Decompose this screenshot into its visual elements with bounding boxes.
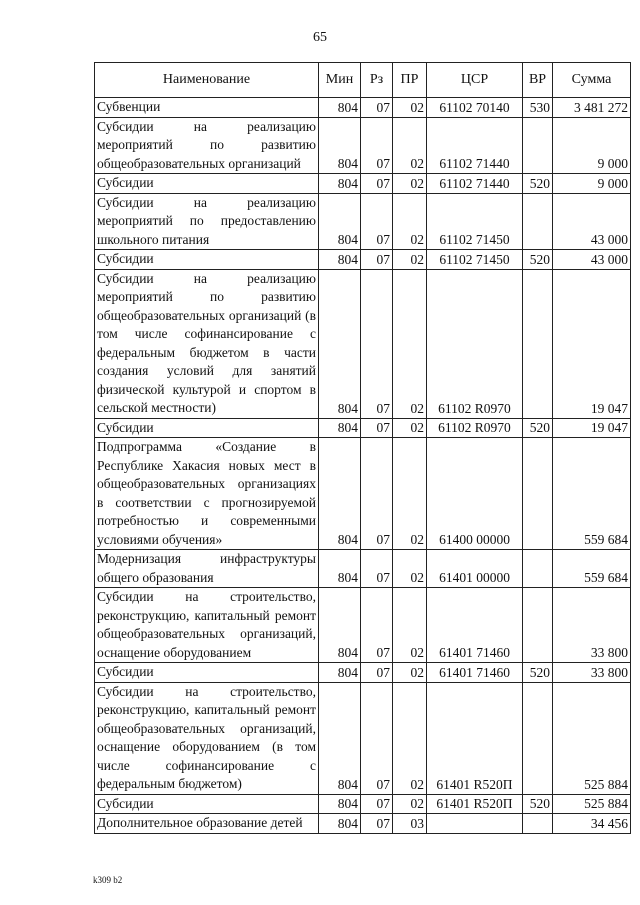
row-name: Субсидии на реализацию мероприятий по развитию общеобразовательных организаций (в том числе софинансирование с федеральным бюджетом в части создания условий для занятий физической культурой и спортом в сельской местности): [95, 269, 319, 418]
table-row: [95, 418, 631, 438]
row-min: 804: [319, 418, 361, 438]
row-csr: 61102 R0970: [427, 269, 523, 418]
row-vr: [523, 550, 553, 588]
row-pr: 02: [393, 250, 427, 270]
row-rz: 07: [361, 117, 393, 174]
row-name: Дополнительное образование детей: [95, 814, 319, 834]
row-pr: 02: [393, 117, 427, 174]
row-csr: 61401 00000: [427, 550, 523, 588]
column-header-rz: Рз: [361, 63, 393, 98]
row-csr: 61102 70140: [427, 98, 523, 118]
row-sum: 33 800: [553, 663, 631, 683]
row-sum: 525 884: [553, 682, 631, 794]
row-csr: [427, 814, 523, 834]
row-sum: 33 800: [553, 588, 631, 663]
row-pr: 02: [393, 794, 427, 814]
row-sum: 559 684: [553, 438, 631, 550]
row-sum: 3 481 272: [553, 98, 631, 118]
row-pr: 02: [393, 663, 427, 683]
row-min: 804: [319, 250, 361, 270]
row-csr: 61400 00000: [427, 438, 523, 550]
row-csr: 61401 R520П: [427, 682, 523, 794]
row-rz: 07: [361, 98, 393, 118]
table-row: [95, 794, 631, 814]
row-pr: 02: [393, 588, 427, 663]
row-csr: 61401 71460: [427, 663, 523, 683]
row-sum: 34 456: [553, 814, 631, 834]
row-name: Модернизация инфраструктуры общего образования: [95, 550, 319, 588]
column-header-min: Мин: [319, 63, 361, 98]
row-rz: 07: [361, 174, 393, 194]
row-name: Субсидии на реализацию мероприятий по развитию общеобразовательных организаций: [95, 117, 319, 174]
row-name: Субсидии: [95, 418, 319, 438]
column-header-vr: ВР: [523, 63, 553, 98]
row-sum: 19 047: [553, 269, 631, 418]
table-row: [95, 269, 631, 418]
row-pr: 02: [393, 550, 427, 588]
table-row: [95, 117, 631, 174]
column-header-sum: Сумма: [553, 63, 631, 98]
column-header-name: Наименование: [95, 63, 319, 98]
row-min: 804: [319, 663, 361, 683]
row-sum: 43 000: [553, 193, 631, 250]
row-name: Субсидии: [95, 663, 319, 683]
row-pr: 02: [393, 418, 427, 438]
row-csr: 61102 71450: [427, 193, 523, 250]
row-sum: 9 000: [553, 174, 631, 194]
row-vr: [523, 193, 553, 250]
row-vr: 530: [523, 98, 553, 118]
row-csr: 61102 71440: [427, 174, 523, 194]
row-csr: 61401 71460: [427, 588, 523, 663]
row-rz: 07: [361, 682, 393, 794]
row-rz: 07: [361, 269, 393, 418]
row-rz: 07: [361, 418, 393, 438]
row-rz: 07: [361, 588, 393, 663]
row-name: Субсидии: [95, 174, 319, 194]
row-sum: 9 000: [553, 117, 631, 174]
row-vr: 520: [523, 250, 553, 270]
table-row: [95, 98, 631, 118]
row-rz: 07: [361, 550, 393, 588]
row-vr: 520: [523, 663, 553, 683]
row-min: 804: [319, 98, 361, 118]
row-sum: 559 684: [553, 550, 631, 588]
row-csr: 61102 71450: [427, 250, 523, 270]
row-vr: [523, 269, 553, 418]
row-min: 804: [319, 193, 361, 250]
table-row: [95, 250, 631, 270]
row-pr: 02: [393, 682, 427, 794]
row-name: Субвенции: [95, 98, 319, 118]
column-header-csr: ЦСР: [427, 63, 523, 98]
page-number: 65: [313, 30, 327, 45]
row-csr: 61102 R0970: [427, 418, 523, 438]
row-csr: 61401 R520П: [427, 794, 523, 814]
row-vr: [523, 438, 553, 550]
row-sum: 43 000: [553, 250, 631, 270]
table-row: [95, 438, 631, 550]
row-min: 804: [319, 794, 361, 814]
row-rz: 07: [361, 438, 393, 550]
table-body: [95, 98, 631, 834]
table-row: [95, 682, 631, 794]
row-pr: 02: [393, 193, 427, 250]
document-footer-code: k309 b2: [93, 875, 123, 885]
row-vr: [523, 588, 553, 663]
row-vr: [523, 682, 553, 794]
row-rz: 07: [361, 814, 393, 834]
table-row: [95, 663, 631, 683]
row-name: Субсидии: [95, 794, 319, 814]
row-pr: 02: [393, 98, 427, 118]
table-row: [95, 174, 631, 194]
row-pr: 02: [393, 438, 427, 550]
column-header-pr: ПР: [393, 63, 427, 98]
row-rz: 07: [361, 250, 393, 270]
header-row: [95, 63, 631, 98]
table-row: [95, 550, 631, 588]
row-name: Субсидии на реализацию мероприятий по предоставлению школьного питания: [95, 193, 319, 250]
row-min: 804: [319, 269, 361, 418]
row-pr: 03: [393, 814, 427, 834]
row-name: Субсидии на строительство, реконструкцию, капитальный ремонт общеобразовательных организаций, оснащение оборудованием (в том числе софинансирование с федеральным бюджетом): [95, 682, 319, 794]
row-vr: 520: [523, 794, 553, 814]
row-sum: 525 884: [553, 794, 631, 814]
table-row: [95, 814, 631, 834]
row-min: 804: [319, 438, 361, 550]
row-vr: 520: [523, 418, 553, 438]
row-rz: 07: [361, 794, 393, 814]
row-min: 804: [319, 682, 361, 794]
row-name: Субсидии на строительство, реконструкцию, капитальный ремонт общеобразовательных организаций, оснащение оборудованием: [95, 588, 319, 663]
row-vr: 520: [523, 174, 553, 194]
row-csr: 61102 71440: [427, 117, 523, 174]
row-min: 804: [319, 174, 361, 194]
row-min: 804: [319, 814, 361, 834]
row-vr: [523, 117, 553, 174]
table-row: [95, 588, 631, 663]
row-pr: 02: [393, 174, 427, 194]
row-name: Субсидии: [95, 250, 319, 270]
budget-table: [94, 62, 631, 834]
row-pr: 02: [393, 269, 427, 418]
row-sum: 19 047: [553, 418, 631, 438]
row-min: 804: [319, 588, 361, 663]
row-min: 804: [319, 550, 361, 588]
row-name: Подпрограмма «Создание в Республике Хакасия новых мест в общеобразовательных организациях в соответствии с прогнозируемой потребностью и современными условиями обучения»: [95, 438, 319, 550]
row-rz: 07: [361, 193, 393, 250]
table-row: [95, 193, 631, 250]
row-rz: 07: [361, 663, 393, 683]
row-min: 804: [319, 117, 361, 174]
row-vr: [523, 814, 553, 834]
